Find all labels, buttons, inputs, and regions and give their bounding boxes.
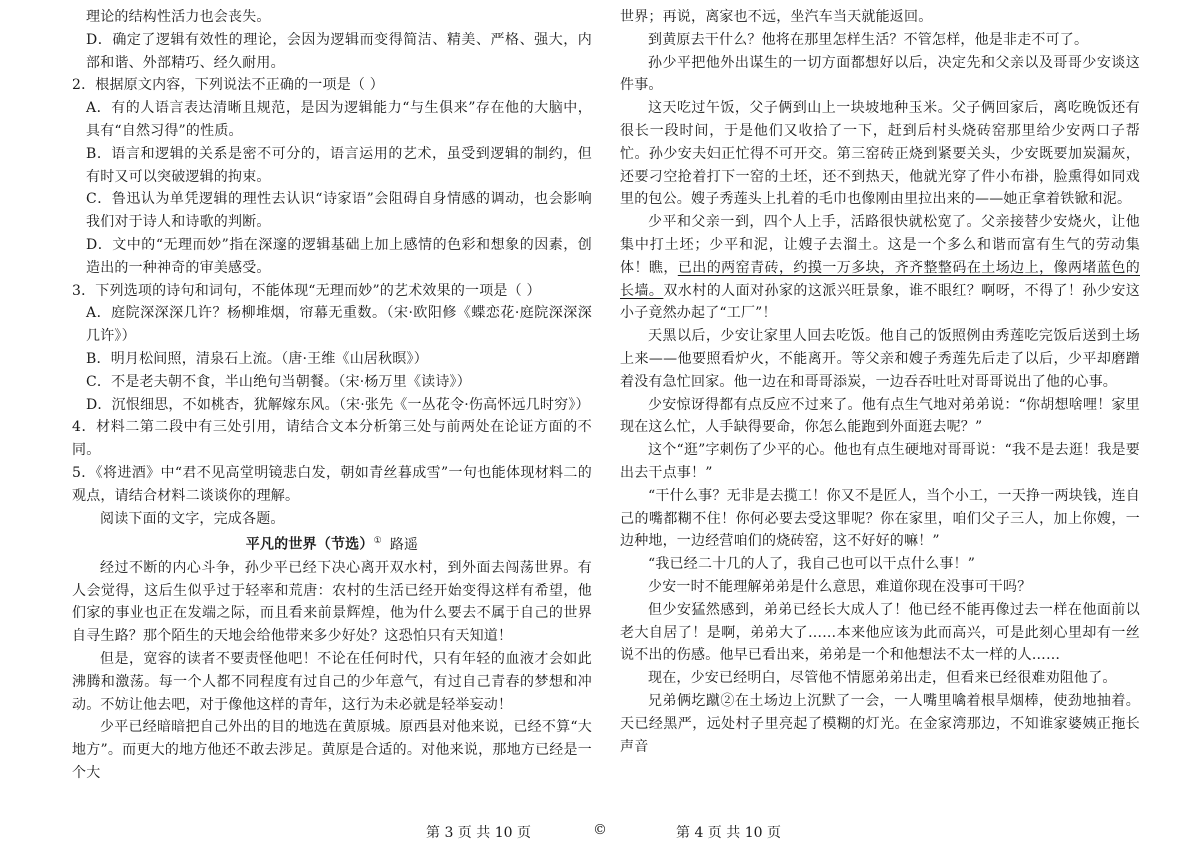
right-story-paragraphs-top <box>620 6 1140 211</box>
question-line: 2．根据原文内容，下列说法不正确的一项是（ ） <box>72 77 384 94</box>
story-paragraph: 现在，少安已经明白，尽管他不情愿弟弟出走，但看来已经很难劝阻他了。 <box>648 670 1117 687</box>
footnote-mark: ② <box>720 692 735 709</box>
question-line: B．语言和逻辑的关系是密不可分的，语言运用的艺术，虽受到逻辑的制约，但有时又可以突破逻辑的拘束。 <box>86 145 592 185</box>
question-line: C．不是老夫朝不食，半山绝句当朝餐。（宋·杨万里《读诗》） <box>86 373 471 390</box>
story-title-footnote-mark: ① <box>373 536 382 547</box>
story-paragraph: 但是，宽容的读者不要责怪他吧！不论在任何时代，只有年轻的血液才会如此沸腾和激荡。每一个人都不同程度有过自己的少年意气，有过自己青春的梦想和冲动。不妨让他去吧，对于像他这样的青年，这行为未必就是轻举妄动！ <box>72 650 592 713</box>
question-line: C．鲁迅认为单凭逻辑的理性去认识“诗家语”会阻碍自身情感的调动，也会影响我们对于诗人和诗歌的判断。 <box>86 191 592 231</box>
left-column <box>72 6 592 785</box>
question-line: 理论的结构性活力也会丧失。 <box>86 9 271 25</box>
story-paragraph: 少安一时不能理解弟弟是什么意思，难道你现在没事可干吗？ <box>648 578 1032 595</box>
paragraph-text: 双水村的人面对孙家的这派兴旺景象，谁不眼红？啊呀，不得了！孙少安这小子竟然办起了“工厂”！ <box>620 282 1140 322</box>
question-line: D．文中的“无理而妙”指在深邃的逻辑基础上加上感情的色彩和想象的因素，创造出的一种神奇的审美感受。 <box>86 236 592 276</box>
story-paragraph: 到黄原去干什么？他将在那里怎样生活？不管怎样，他是非走不可了。 <box>648 31 1089 48</box>
story-paragraph: 少平已经暗暗把自己外出的目的地选在黄原城。原西县对他来说，已经不算“大地方”。而更大的地方他还不敢去涉足。黄原是合适的。对他来说，那地方已经是一个大 <box>72 719 592 781</box>
paragraph-text: 在土场边上沉默了一会，一人嘴里噙着根旱烟棒，使劲地抽着。天已经黑严，远处村子里亮起了模糊的灯光。在金家湾那边，不知谁家婆姨正拖长声音 <box>620 692 1141 755</box>
question-line: D．确定了逻辑有效性的理论，会因为逻辑而变得简洁、精美、严格、强大，内部和谐、外部精巧、经久耐用。 <box>86 31 592 71</box>
story-paragraph: 天黑以后，少安让家里人回去吃饭。他自己的饭照例由秀莲吃完饭后送到土场上来——他要照看炉火，不能离开。等父亲和嫂子秀莲先后走了以后，少平却磨蹭着没有急忙回家。他一边在和哥哥添炭，一边吞吞吐吐对哥哥说出了他的心事。 <box>620 328 1140 390</box>
question-line: A．庭院深深深几许？杨柳堆烟，帘幕无重数。（宋·欧阳修《蝶恋花·庭院深深深几许》） <box>86 305 592 345</box>
question-line: 3．下列选项的诗句和词句，不能体现“无理而妙”的艺术效果的一项是（ ） <box>72 282 541 299</box>
copyright-mark: © <box>593 822 607 838</box>
left-story-paragraphs <box>72 557 592 785</box>
story-paragraph: 少安惊讶得都有点反应不过来了。他有点生气地对弟弟说：“你胡想啥哩！家里现在这么忙，人手缺得要命，你怎么能跑到外面逛去呢？” <box>620 396 1140 436</box>
story-paragraph: “我已经二十几的人了，我自己也可以干点什么事！” <box>648 556 976 573</box>
story-title-line <box>72 530 592 556</box>
story-paragraph-last <box>620 690 1140 758</box>
question-line: A．有的人语言表达清晰且规范，是因为逻辑能力“与生俱来”存在他的大脑中，具有“自然习得”的性质。 <box>86 100 592 139</box>
question-line: 4．材料二第二段中有三处引用，请结合文本分析第三处与前两处在论证方面的不同。 <box>72 419 592 459</box>
story-author: 路遥 <box>389 536 419 553</box>
story-title: 平凡的世界（节选） <box>245 536 374 553</box>
story-paragraph: 孙少平把他外出谋生的一切方面都想好以后，决定先和父亲以及哥哥少安谈这件事。 <box>620 54 1140 94</box>
question-line: D．沉恨细思，不如桃杏，犹解嫁东风。（宋·张先《一丛花令·伤高怀远几时穷》） <box>86 396 590 413</box>
story-paragraph: 经过不断的内心斗争，孙少平已经下决心离开双水村，到外面去闯荡世界。有人会觉得，这后生似乎过于轻率和荒唐：农村的生活已经开始变得这样有希望，他们家的事业也正在发端之际，而且看来前景辉煌，他为什么要去不属于自己的世界自寻生路？那个陌生的天地会给他带来多少好处？这恐怕只有天知道！ <box>72 559 592 645</box>
story-paragraph: 世界；再说，离家也不远，坐汽车当天就能返回。 <box>620 9 933 25</box>
page-number-left: 第 3 页 共 10 页 <box>426 825 531 841</box>
underlined-sentence: 已出的两窑青砖，约摸一万多块，齐齐整整码在土场边上，像两堵蓝色的长墙。 <box>620 259 1140 299</box>
story-paragraph-underlined <box>620 211 1140 325</box>
story-paragraph: 但少安猛然感到，弟弟已经长大成人了！他已经不能再像过去一样在他面前以老大自居了！是啊，弟弟大了……本来他应该为此而高兴，可是此刻心里却有一丝说不出的伤感。他早已看出来，弟弟是一个和他想法不太一样的人…… <box>620 601 1140 664</box>
question-line: 阅读下面的文字，完成各题。 <box>100 510 285 527</box>
paragraph-text: 少平和父亲一到，四个人上手，活路很快就松宽了。父亲接替少安烧火，让他集中打土坯；少平和泥，让嫂子去溜土。这是一个多么和谐而富有生气的劳动集体！瞧， <box>620 214 1140 276</box>
story-paragraph: “干什么事？无非是去揽工！你又不是匠人，当个小工，一天挣一两块钱，连自己的嘴都糊不住！你何必要去受这罪呢？你在家里，咱们父子三人，加上你嫂，一边种地，一边经营咱们的烧砖窑，这不好好的嘛！” <box>620 487 1140 550</box>
paragraph-text: 兄弟俩圪蹴 <box>648 692 721 709</box>
story-paragraph: 这天吃过午饭，父子俩到山上一块坡地种玉米。父子俩回家后，离吃晚饭还有很长一段时间，于是他们又收拾了一下，赶到后村头烧砖窑那里给少安两口子帮忙。孙少安夫妇正忙得不可开交。第三窑砖正烧到紧要关头，少安既要加炭漏灰，还要刁空抢着打下一窑的土坯，还不到热天，他就光穿了件小布褂，脸熏得如同戏里的包公。嫂子秀莲头上扎着的毛巾也像刚由里拉出来的——她正拿着铁锨和泥。 <box>620 100 1140 208</box>
right-column <box>620 6 1140 758</box>
question-line: 5．《将进酒》中“君不见高堂明镜悲白发，朝如青丝暮成雪”一句也能体现材料二的观点，请结合材料二谈谈你的理解。 <box>72 464 592 504</box>
page-number-right: 第 4 页 共 10 页 <box>676 825 781 841</box>
right-story-paragraphs-bottom <box>620 325 1140 690</box>
left-question-list <box>72 6 592 530</box>
question-line: B．明月松间照，清泉石上流。（唐·王维《山居秋暝》） <box>86 350 428 367</box>
story-paragraph: 这个“逛”字刺伤了少平的心。他也有点生硬地对哥哥说：“我不是去逛！我是要出去干点事！” <box>620 442 1140 481</box>
